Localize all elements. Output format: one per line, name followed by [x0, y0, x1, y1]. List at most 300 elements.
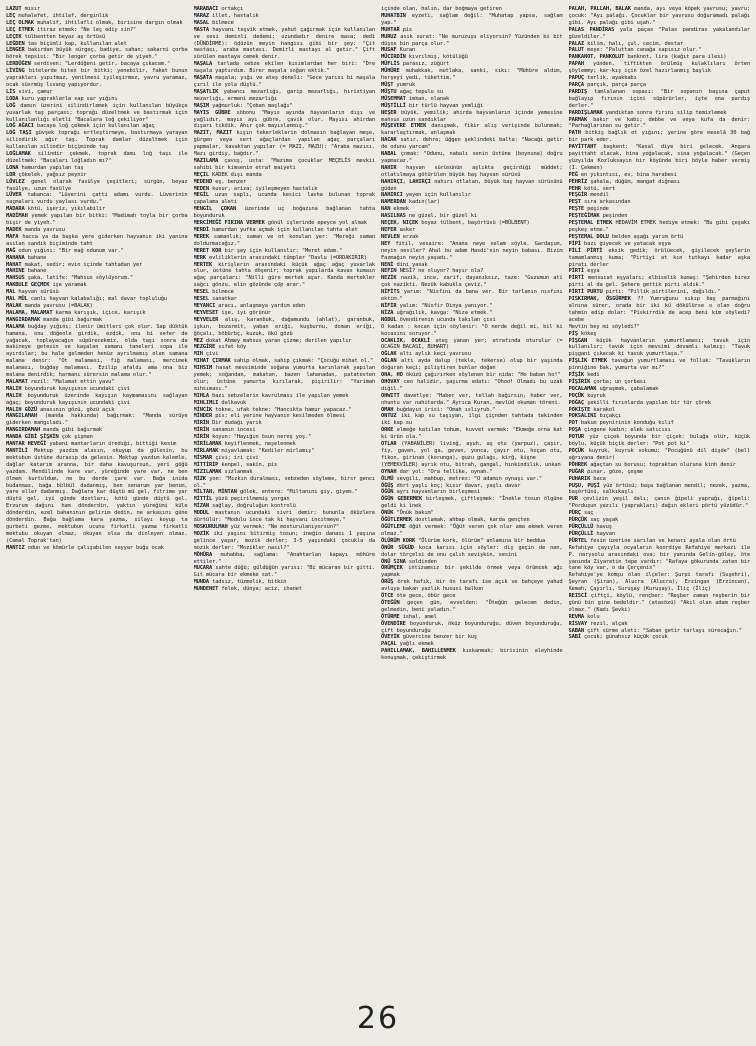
entry-headword: ÖRÜŞ — [381, 579, 394, 586]
entry-definition: yağlı ekmek — [399, 641, 434, 648]
entry-definition: hayvan sürüsü — [18, 289, 59, 296]
entry-definition: kuyruk — [587, 392, 606, 399]
dictionary-entry — [569, 172, 751, 179]
dictionary-entry — [194, 220, 376, 227]
entry-definition: sağlay, doğruluğun kontrolü — [212, 503, 296, 510]
entry-headword: MÖHÜRA — [193, 551, 213, 558]
entry-definition: dört yaşlı koç; kısır davar, yaşlı davar — [396, 482, 521, 489]
entry-definition: mendil — [590, 192, 609, 199]
dictionary-entry — [194, 172, 376, 179]
dictionary-entry — [569, 496, 751, 510]
entry-headword: MÜŞTİLLİ — [381, 102, 406, 109]
entry-definition: kıvrılmış, kötülüğü — [408, 54, 468, 61]
entry-headword: MALAMA — [6, 323, 25, 330]
entry-headword: MARABACI — [193, 6, 219, 12]
entry-headword: PÜRÇÜK — [568, 517, 588, 524]
entry-definition: yüz çiçek boyunda bir çiçek: buluğa olur, küçük boylu, küçük biçik derler: "Pot pot ki" — [568, 434, 750, 448]
entry-headword: PARMAK — [568, 116, 588, 123]
entry-headword: MERCİMEĞİ FIRINA VERMEK — [193, 220, 265, 227]
entry-definition: nazik, ince, zarif, dayanıksız, taze: "Guzumun ati çok nazikti. Nezük kabukla çeviz." — [381, 275, 563, 289]
dictionary-entry — [194, 75, 376, 89]
entry-definition: Kuran — [399, 47, 416, 54]
entry-definition: nahırı otlatan, büyük baş hayvan sürüsünü güden — [381, 178, 563, 192]
dictionary-entry — [569, 448, 751, 462]
dictionary-entry — [381, 227, 563, 234]
dictionary-entry — [569, 144, 751, 172]
entry-definition: bahane — [27, 254, 47, 261]
dictionary-entry — [381, 358, 563, 372]
entry-definition: kenpel, sakin, pis — [221, 461, 278, 468]
entry-headword: MAHSUS — [6, 275, 25, 282]
entry-definition: aracı, anlaşmaya yardım eden — [218, 302, 305, 309]
entry-headword: NEÇEK, NIÇEK — [381, 220, 419, 227]
entry-definition: birleşmek, çiftleşmek: "İnekle tosun ölgüne geldi ki inek — [381, 496, 563, 510]
dictionary-entry — [194, 61, 376, 75]
entry-headword: MUSAF — [381, 47, 397, 54]
entry-headword: PEŞTEMAL ETMEK — [568, 220, 613, 227]
entry-definition: sıfat köy — [218, 344, 247, 351]
entry-headword: POCALAMAK — [568, 385, 597, 392]
dictionary-entry — [569, 393, 751, 400]
entry-headword: LONA — [6, 164, 19, 171]
dictionary-entry — [6, 96, 188, 103]
dictionary-entry — [194, 552, 376, 566]
entry-definition: çökelek, yağsız peynir — [18, 171, 87, 178]
entry-definition: kökeş — [580, 330, 597, 337]
entry-definition: uzun saplı, ucunda kesici lavha bulunan toprak çapalama aleti — [193, 192, 375, 206]
dictionary-entry — [194, 344, 376, 351]
entry-definition: küçük hayvanların yumurtlaması; tavuk için kullanılır; tavuk için mevsimi devamlı kalmış: "Tavuk pişgani çıkacak ki tavuk yumurtlaşa." — [568, 337, 750, 358]
entry-definition: asker — [399, 227, 416, 233]
entry-headword: ÖĞÜN GEBERMEK — [381, 496, 423, 503]
entry-definition: manda, ayı veya köpek yavrusu; yavru; çocuk: "Ayı palağı. Çocuklar bir yavrusu doğuramadı palağı gibi. Ayı palağı gibi uşah." — [568, 6, 750, 26]
dictionary-entry — [569, 545, 751, 573]
dictionary-entry — [194, 20, 376, 27]
entry-headword: PEŞTEMAL DOLU — [568, 233, 609, 240]
entry-definition: tavuğun yumurtlaması ve folluk: "Tavukların pinniğine bak, yumurta var mı?" — [568, 358, 750, 372]
entry-headword: ONTUZ — [381, 413, 397, 420]
entry-definition: bakım peynirinin konduğu kılıf — [580, 420, 674, 427]
entry-definition: tadsız, tüzmelik, bitkin — [212, 579, 287, 586]
entry-headword: MERTEK — [193, 261, 213, 268]
entry-definition: felek, dünya; aciz, ihanet — [221, 586, 302, 593]
entry-definition: yağmurluk: "Çoban maşlağı" — [212, 102, 293, 109]
entry-definition: parçık, parça parça — [587, 81, 646, 88]
dictionary-entry — [569, 400, 751, 407]
entry-headword: PATH — [568, 130, 581, 137]
dictionary-entry — [6, 6, 188, 13]
entry-definition: bacaya loğ çekmek için kullanılan ağaç — [36, 123, 155, 130]
dictionary-entry — [381, 579, 563, 593]
dictionary-entry — [569, 6, 751, 27]
entry-headword: MÜŞTU — [381, 88, 397, 95]
entry-definition: yarım: "Nisfını da bana ver. Bir tarlanın nısfını ektim." — [381, 289, 563, 303]
dictionary-entry — [6, 151, 188, 165]
entry-definition: rezil: "Malamat ettin yavu" — [30, 378, 115, 385]
entry-headword: MEÇIL — [193, 171, 209, 178]
entry-headword: MIHSIM — [193, 365, 213, 372]
entry-definition: mensucat eşyaları; elbiselik kumaş: "Şehirden birez pirti al da gel. Şehere gettik pirti aldık." — [568, 275, 750, 289]
dictionary-entry — [381, 600, 563, 614]
entry-headword: NAHIRÇI, LAHIRÇI — [381, 178, 431, 185]
entry-headword: LEÇ OLMAK — [6, 19, 34, 26]
dictionary-entry — [194, 158, 376, 172]
dictionary-entry — [381, 199, 563, 206]
entry-definition: Refahiye'ye komşu olan ilçeler: Şurpi tarafı (Suşehri), Şeyran (Şiran), Alucra (Alucra), Erzingan (Erzincan), Kemah, Çayırlı, Suruşay (Kuruşay), İliç (İliç) — [568, 572, 750, 593]
dictionary-column-2 — [194, 6, 376, 1006]
entry-headword: ÖVENDİRE — [381, 620, 406, 627]
dictionary-entry — [6, 275, 188, 282]
entry-definition: samanlık; saman ve ot konulan yer: "Mereği saman doldurmacağız." — [193, 233, 375, 247]
entry-headword: POKİŞTE — [568, 406, 591, 413]
entry-headword: NAHIR — [381, 164, 397, 171]
dictionary-entry — [6, 268, 188, 275]
dictionary-entry — [381, 68, 563, 82]
entry-definition: imkan, olanak — [408, 95, 450, 102]
entry-headword: NASILHAS — [381, 213, 406, 220]
entry-definition: örek hafık, bir ön tarafı ise açık ve bahçeye yahud avluya bakan yazlık hususi balkon — [381, 579, 563, 593]
entry-headword: MENGİL ÇOKAN — [193, 206, 237, 213]
dictionary-entry — [381, 310, 563, 317]
entry-definition: O kadan : kocan için söylenir: "O nerde değil mi, bil ki kocasını soruyor." — [381, 323, 563, 337]
entry-definition: yumruk — [396, 81, 416, 88]
entry-definition: kıskanmak; birisinin aleyhinde konuşmak, çekiştirmek — [381, 648, 563, 662]
entry-headword: PEHRİZ — [568, 178, 588, 185]
entry-definition: bitkiş bağlık ot yığını; yerine göre meselâ 30 bağ bir park eder. — [568, 130, 750, 144]
columns-container — [6, 6, 750, 1006]
dictionary-entry — [569, 358, 751, 372]
dictionary-entry — [569, 110, 751, 117]
entry-definition: Mektup yazdım alasın, okuyup da gülesin, bu mektubun üstüne durasıp da gelesin. Mektup yazdım kalemle, dağlar katarım aranna, bir daha kavuşursun, yeri göğü yazdam. Mendilinde kare var, yüreğinde yare var, ne ben ölmem kurtuldum, ne bu derde çare var. Bağa inida budanmaz, bağa bülbül dadanmış, ben senarum yar benim, yare eller dadanmış. Dağlara kar düştü mü gel, fitrime yar düştü gel, iyi günde dostları, kötü günde düştü gel. Erzurum dağını ham dönderdin, yaktın yüreğimi küle dönderdin, ezel bahanının gelirim dedin, ne arkasını güne dönderdin. Bağa bağlama kara yazma, silayı koyup ta gurbeti gezme, mektubun ucunu firkatli yazma firkatli mektubu okuyan olmaz, okuyan olsa da dinleyen olmaz. (Cemal Toprak'tan) — [6, 448, 188, 544]
entry-headword: MERET KOR — [193, 247, 222, 254]
entry-definition: ishal, amel — [402, 613, 437, 620]
entry-headword: MAHAT — [6, 261, 22, 268]
entry-headword: NİFİTS — [381, 289, 400, 296]
entry-definition: illet, hastalık — [212, 12, 259, 19]
entry-definition: Mevtin bey mi söyledi?" — [568, 323, 640, 330]
entry-headword: NEFIN — [381, 268, 397, 275]
entry-definition: boyunduruk, öküz boyunduruğu, düven boyunduruğu, çift boyunduruğu — [381, 620, 563, 634]
entry-headword: MANTIZ — [6, 544, 25, 551]
entry-headword: MİTTİRİP — [193, 461, 219, 468]
entry-definition: hayvan — [596, 530, 615, 537]
entry-headword: MASAL — [193, 19, 209, 26]
entry-headword: LÖVLEZ — [6, 178, 25, 185]
entry-definition: kedi — [587, 372, 600, 379]
entry-headword: NEŞER — [381, 109, 397, 116]
entry-headword: MÜSEMMAT — [381, 95, 406, 102]
entry-definition: öğüt vermek: "Öğüt veren çok olur ama ekmek veren olmaz." — [381, 523, 563, 537]
entry-definition: tas biçimli kap, kullanılan alet — [27, 40, 127, 47]
entry-definition: miyavlamak: "Kediler mirlamış" — [221, 448, 315, 454]
entry-definition: iki kap su taşıyan, ilgi çiçnden tahtada tekinden iki kap su — [381, 413, 563, 427]
entry-headword: MİRLAMAK — [193, 448, 219, 454]
dictionary-entry — [381, 324, 563, 338]
entry-headword: MANGIRDAMAK — [6, 316, 41, 323]
entry-headword: MALIH GÖZÜ — [6, 406, 37, 413]
dictionary-entry — [381, 593, 563, 600]
dictionary-entry — [381, 648, 563, 662]
dictionary-entry — [194, 469, 376, 476]
dictionary-entry — [381, 151, 563, 165]
entry-headword: MÜFLİS — [381, 61, 400, 68]
entry-definition: sevgili, mahbup, metres: "O adamın oynaşı var." — [396, 475, 542, 482]
entry-headword: ÖĞÜN — [381, 489, 394, 496]
entry-headword: MAHINE — [6, 268, 25, 275]
entry-definition: serdiven: "Lerdüğeni getir, bacaya çıkacam." — [33, 61, 171, 68]
entry-headword: MIH — [193, 351, 203, 358]
entry-definition: kışın tekerleklerin dolmasın bağlayan meşe, gürgen veya sert ağaçlardan yapılan ağaç parçaları yapmalar, kavaktan yapılar (= MAZI, MAZU): "Araba mazısı. Mazı girdiy, bağdır." — [193, 130, 375, 158]
dictionary-entry — [381, 524, 563, 538]
dictionary-entry — [569, 296, 751, 324]
entry-headword: REISCİ — [568, 593, 588, 600]
entry-headword: MANGIRDAMAH — [6, 427, 41, 434]
dictionary-entry — [194, 130, 376, 158]
entry-headword: LİVİNG — [6, 68, 25, 75]
dictionary-entry — [194, 310, 376, 317]
entry-definition: eş, benzer — [215, 178, 247, 185]
entry-definition: kirişlerin arasındaki küçük ağaç ağaç yuvarlak olur, üstüne tahta döşenir; toprak yapılarda kavas kumaın ağaç parçaları: "Nilli güre mertek aşar. Kanda mertekler sağcı gönzu, elin gözünde çöp arar." — [193, 261, 375, 289]
entry-headword: MAL MÜL — [6, 296, 28, 303]
entry-headword: RİSVAY — [568, 620, 588, 627]
entry-definition: intizamsız bir şekilde örmek veya örümcek ağı yapmak — [381, 565, 563, 579]
dictionary-entry — [6, 130, 188, 151]
entry-definition: başkent: "Kasal diye biri gelecek. Angara payittaht olacak, bina yoğalacak, sina yoğalacak." (Geçen yüzyılda Kozluksayın bir köyünde biri böyle haber vermiş (I. Çekmen) — [568, 144, 750, 171]
entry-definition: altı aylık keçi yavrusu — [399, 351, 471, 358]
entry-definition: güvşek toprağı ertleştirmeye, bastırmaya yarayan silindirik ağır taş. Toprak damlar düzeltmek için kullanılan silindir biçiminde taş — [6, 130, 188, 151]
entry-headword: PAÇAL — [381, 641, 397, 648]
entry-definition: yabani mantarların üredıği, bittiği kesim — [49, 441, 177, 448]
entry-headword: MESEL — [193, 289, 209, 296]
entry-headword: MURUZ — [381, 33, 397, 40]
dictionary-entry — [569, 324, 751, 331]
entry-headword: ÖTEĞÜN — [381, 599, 400, 606]
dictionary-entry — [6, 68, 188, 89]
entry-headword: MİRİLAMAK — [193, 441, 222, 448]
entry-headword: MADARA — [6, 206, 25, 213]
dictionary-entry — [381, 372, 563, 379]
entry-headword: PUĞAR — [568, 468, 584, 475]
entry-headword: MOSKURULMAH — [193, 523, 228, 530]
entry-headword: MALAMA, MALAMAT — [6, 309, 53, 316]
dictionary-entry — [194, 565, 376, 579]
entry-definition: ekmek — [393, 206, 409, 213]
entry-headword: ÖTCE — [381, 593, 394, 600]
dictionary-entry — [569, 614, 751, 621]
dictionary-entry — [194, 289, 376, 296]
entry-headword: MEGİL — [193, 192, 209, 199]
entry-headword: OĞLAK — [381, 351, 397, 358]
entry-headword: PİŞİK — [568, 372, 584, 379]
entry-headword: PİRTİ — [568, 268, 584, 275]
entry-headword: ÖĞÜŞ — [381, 482, 394, 489]
entry-definition: yala paças "Palas pandiras yakalandılar güzeldiler." — [568, 26, 750, 40]
entry-definition: bıçakçı — [599, 413, 622, 420]
entry-definition: ?? Yumruğunu sıkıp baş parmağını alnına sürer, orada bir iki kü dökülürse o olan doğru tahmin edip dolar: "Piskirrdik de acep beni kim söyledi? acebe — [568, 296, 750, 323]
entry-definition: ağaç tepulu su — [399, 88, 443, 95]
entry-headword: ÖĞÜTLERMEK — [381, 517, 412, 524]
dictionary-entry — [381, 275, 563, 289]
entry-headword: MİRİN — [193, 434, 209, 441]
entry-headword: MAŞALA — [193, 61, 213, 68]
entry-definition: manda gibi bağırmak — [43, 316, 102, 323]
entry-definition: buğday yığını; ilenir ümitleri çok olur. Sap düktük hamana, onu döğenle girdik, ezdik, onu bi sefer de yağacak, toplayacağın süpürecekmiz, olda taşı sonra da makineye getesin ve kaşalan samanı taneleri sopa ile ayırdılar; bu hale gelmeden henüz ayrılmamış olan samana malama denir: "Ot malaması, fiğ malaması, mercimek malaması, buğday malaması. Ezilip afaldı ama ona biz malama denirdik; harmanı sürersin malama olur." — [6, 323, 188, 379]
entry-headword: POÇÜK — [568, 448, 584, 454]
entry-definition: çiftçi, köylü, rençber: "Reşber zaman reşberin bir günü bin gine bedeldir." (atasözü) "Akıl olan adam reşber olmaz." (Kadı Şevki) — [568, 593, 750, 613]
entry-definition: kusur, ariza; iyileşmeyen hastalık — [212, 185, 318, 192]
entry-definition: bir türlü hayvan yemliği — [408, 102, 484, 109]
entry-headword: MUNDA — [193, 579, 209, 586]
entry-headword: MANTAR HEVEĞİ — [6, 441, 47, 448]
dictionary-entry — [569, 220, 751, 234]
entry-headword: PUHARIK — [568, 475, 591, 482]
dictionary-entry — [381, 565, 563, 579]
dictionary-entry — [569, 531, 751, 538]
entry-headword: MİNDER — [193, 413, 213, 420]
dictionary-entry — [569, 538, 751, 545]
dictionary-entry — [569, 27, 751, 41]
entry-headword: MEYVESET — [193, 309, 219, 316]
dictionary-entry — [569, 234, 751, 241]
entry-headword: PEHR — [568, 185, 581, 192]
entry-definition: çorba; un çorbası — [593, 378, 646, 385]
entry-headword: MANGILAMAH — [6, 413, 37, 420]
entry-definition: odun yığını: "Bir mağ odunum var." — [18, 247, 124, 254]
dictionary-entry — [381, 469, 563, 476]
entry-definition: yünden, tiftikten örülmüş kulaklıları örten şöylemmy; kar-kış için özel hazırlanmış başlık — [568, 61, 750, 75]
dictionary-entry — [381, 545, 563, 559]
entry-definition: pınar, göze, çeşme — [587, 468, 643, 475]
entry-definition: hasat mevsiminde soğana yumurta karınlarak yapılan yemek; soğandan, makatan, bazen lahanadan, patatesten olur; üstüne yumurta kırılarak, pişirilir: "Yarimah mıhsıması." — [193, 365, 375, 392]
entry-definition: sanamın incesi — [212, 427, 256, 434]
dictionary-entry — [569, 241, 751, 248]
dictionary-entry — [6, 20, 188, 27]
dictionary-entry — [6, 27, 188, 34]
entry-definition: odun ve kömürle çalışabilen seyyar buğu ocak — [27, 544, 164, 551]
dictionary-entry — [381, 220, 563, 227]
entry-definition: çift sürme aleti: "Saban getir tarlayı sürecağın." — [587, 627, 742, 634]
entry-definition: çomak: "Odunu, nabalı senin üstüne (boynuna) doğru yapmacaz." — [381, 151, 563, 164]
dictionary-entry — [6, 317, 188, 324]
dictionary-entry — [569, 117, 751, 131]
entry-definition: davetlye: "Haber ver, tellah bağırsın, haber ver, ohuntu var nahitarda." Ayrıca Kuran, mevlüd okuman töreni. — [381, 392, 563, 406]
entry-definition: tamlalanan sopası: "Bir sopanın başına çaput bağlayıp fırının içini süpürürler, işte ona pardış derler." — [568, 88, 750, 109]
dictionary-entry — [194, 503, 376, 510]
dictionary-entry — [569, 75, 751, 82]
dictionary-entry — [569, 593, 751, 614]
entry-headword: POKSALINI — [568, 413, 597, 420]
dictionary-entry — [6, 47, 188, 61]
entry-definition: yüz vermek: "Ne mosturulanıyorsun?" — [230, 523, 340, 530]
entry-definition: danışmak, fikir alış verişinde bulunmak; kararlaştırmak, anlaşmak — [381, 123, 563, 137]
entry-definition: hamurdan yufka açmak için kullanılan tahta alet — [212, 227, 358, 233]
dictionary-entry — [194, 6, 376, 13]
entry-headword: MÜCİRDİN — [381, 54, 406, 61]
entry-headword: NİZA — [381, 309, 394, 316]
dictionary-entry — [569, 54, 751, 61]
entry-definition: yandıktan sonra fırını silip temizlemek — [605, 109, 727, 116]
entry-headword: LOĞ TAŞI — [6, 130, 32, 137]
entry-definition: peşinde — [587, 206, 609, 213]
entry-definition: muhalefet, ihtilaf, derginlik — [18, 12, 109, 19]
dictionary-entry — [381, 338, 563, 352]
entry-definition: ortakçı — [221, 6, 244, 12]
entry-headword: PALUT — [568, 47, 584, 54]
entry-headword: LİS — [6, 88, 16, 95]
entry-definition: muhabba, sağlama: "Anahtarlan kapayı möhüre ettiler." — [193, 551, 375, 565]
entry-definition: koca karısı için söyler: diş geçin de nan, dolar törçelsi de onu çalıh sevişkin, sesini — [381, 544, 563, 558]
entry-headword: LOĞ — [6, 102, 16, 109]
entry-headword: MİRİN — [193, 420, 209, 427]
entry-definition: erzak — [402, 233, 419, 240]
dictionary-entry — [6, 255, 188, 262]
entry-headword: MİRİN — [193, 427, 209, 434]
entry-definition: ateş yanan yer; etrafında oturulur (= OCAĞIN BACASI, BUHART) — [381, 337, 563, 351]
entry-definition: KADEK dışı manda — [212, 171, 262, 178]
entry-definition: eşya — [587, 268, 600, 275]
dictionary-entry — [194, 103, 376, 110]
entry-definition: keyiflenmek, neşelenmek — [224, 441, 296, 448]
dictionary-entry — [569, 469, 751, 476]
entry-headword: MAZIT, MAZIT — [193, 130, 232, 137]
entry-headword: PUŞU, PUŞİ — [568, 482, 600, 489]
entry-headword: MAYIS GÜBRE — [193, 109, 231, 116]
entry-definition: hayvanı teşvik etmek, yahut çağırmak için kullanılan ve sesi deminli dedemi; uzundadır denire masa; dedi (DÜNDİRME): ödüzün meyin hangısı gibi bir şey: "Çit mastası, araba mastası. Demirli mastayı al getir." Çift sürülen mastaya cemek denir. — [193, 26, 375, 61]
entry-definition: fesin üzerine sarılan ve kenarı ayala olan örtü — [590, 537, 736, 544]
entry-headword: MAKBULE GEÇMEK — [6, 282, 50, 289]
dictionary-entry — [381, 303, 563, 310]
dictionary-column-3 — [381, 6, 563, 1006]
entry-headword: PİRTİ — [568, 275, 584, 282]
entry-definition: anasının gözü, gözü açık — [40, 406, 115, 413]
entry-definition: muhalif, ihtilafli olmak, birisine dargın olmak — [36, 19, 183, 26]
entry-headword: MİZAN — [193, 503, 209, 510]
entry-headword: MUNDENET — [193, 586, 219, 593]
entry-definition: yüz örtüsü; başa bağlanan mendil; nezek, yazma, başörtüsü, salkıkaşlı — [568, 482, 750, 496]
dictionary-entry — [381, 413, 563, 427]
entry-definition: üzerinde uç boğazına bağlanan tahta boyunduruk — [193, 206, 375, 220]
entry-headword: LOĞ AĞACI — [6, 123, 34, 130]
dictionary-column-1 — [6, 6, 188, 1006]
entry-definition: yalım: "Nisfir Dinya yanıyor." — [399, 302, 493, 309]
entry-definition: manda yavrusu — [24, 227, 65, 233]
dictionary-entry — [6, 545, 188, 552]
entry-definition: tabanca: "Lüverini çatti adamı vurdu. Lüverinin saçmaları vurdu yaylası vurdu." — [6, 192, 188, 206]
entry-definition: sahip olmak, sahip çıkmak: "Çocuğu mihat ol." — [233, 358, 374, 365]
entry-definition: kadın(lar) — [408, 199, 440, 206]
dictionary-entry — [381, 82, 563, 89]
entry-definition: yon: "Mızkın duralması, sebzeden söyleme, birsr gencı ol." — [193, 475, 375, 489]
dictionary-entry — [194, 13, 376, 20]
dictionary-entry — [569, 179, 751, 186]
entry-definition: makat, sedir; evin içinde tahtadan yer — [24, 261, 143, 268]
entry-definition: ne güzel, bir güzel ki — [408, 213, 477, 220]
entry-definition: saç — [584, 510, 594, 517]
entry-definition: pis — [402, 26, 412, 33]
dictionary-entry — [381, 179, 563, 193]
entry-headword: ÖNÜK — [381, 510, 394, 517]
dictionary-entry — [194, 476, 376, 490]
dictionary-entry — [6, 324, 188, 379]
dictionary-entry — [381, 241, 563, 262]
entry-definition: bazı giyecek ve yatacak eşya — [584, 240, 671, 247]
dictionary-entry — [569, 621, 751, 628]
dictionary-entry — [194, 455, 376, 462]
dictionary-entry — [569, 372, 751, 379]
dictionary-entry — [6, 413, 188, 427]
entry-definition: pis; eli yerine hayvanın kesilmeden ölmesi — [215, 413, 346, 420]
entry-definition: kuyruk, kuyruk sokumu: "Pocuğünü dil dişde" (bell ağrıyana denir) — [568, 448, 750, 461]
